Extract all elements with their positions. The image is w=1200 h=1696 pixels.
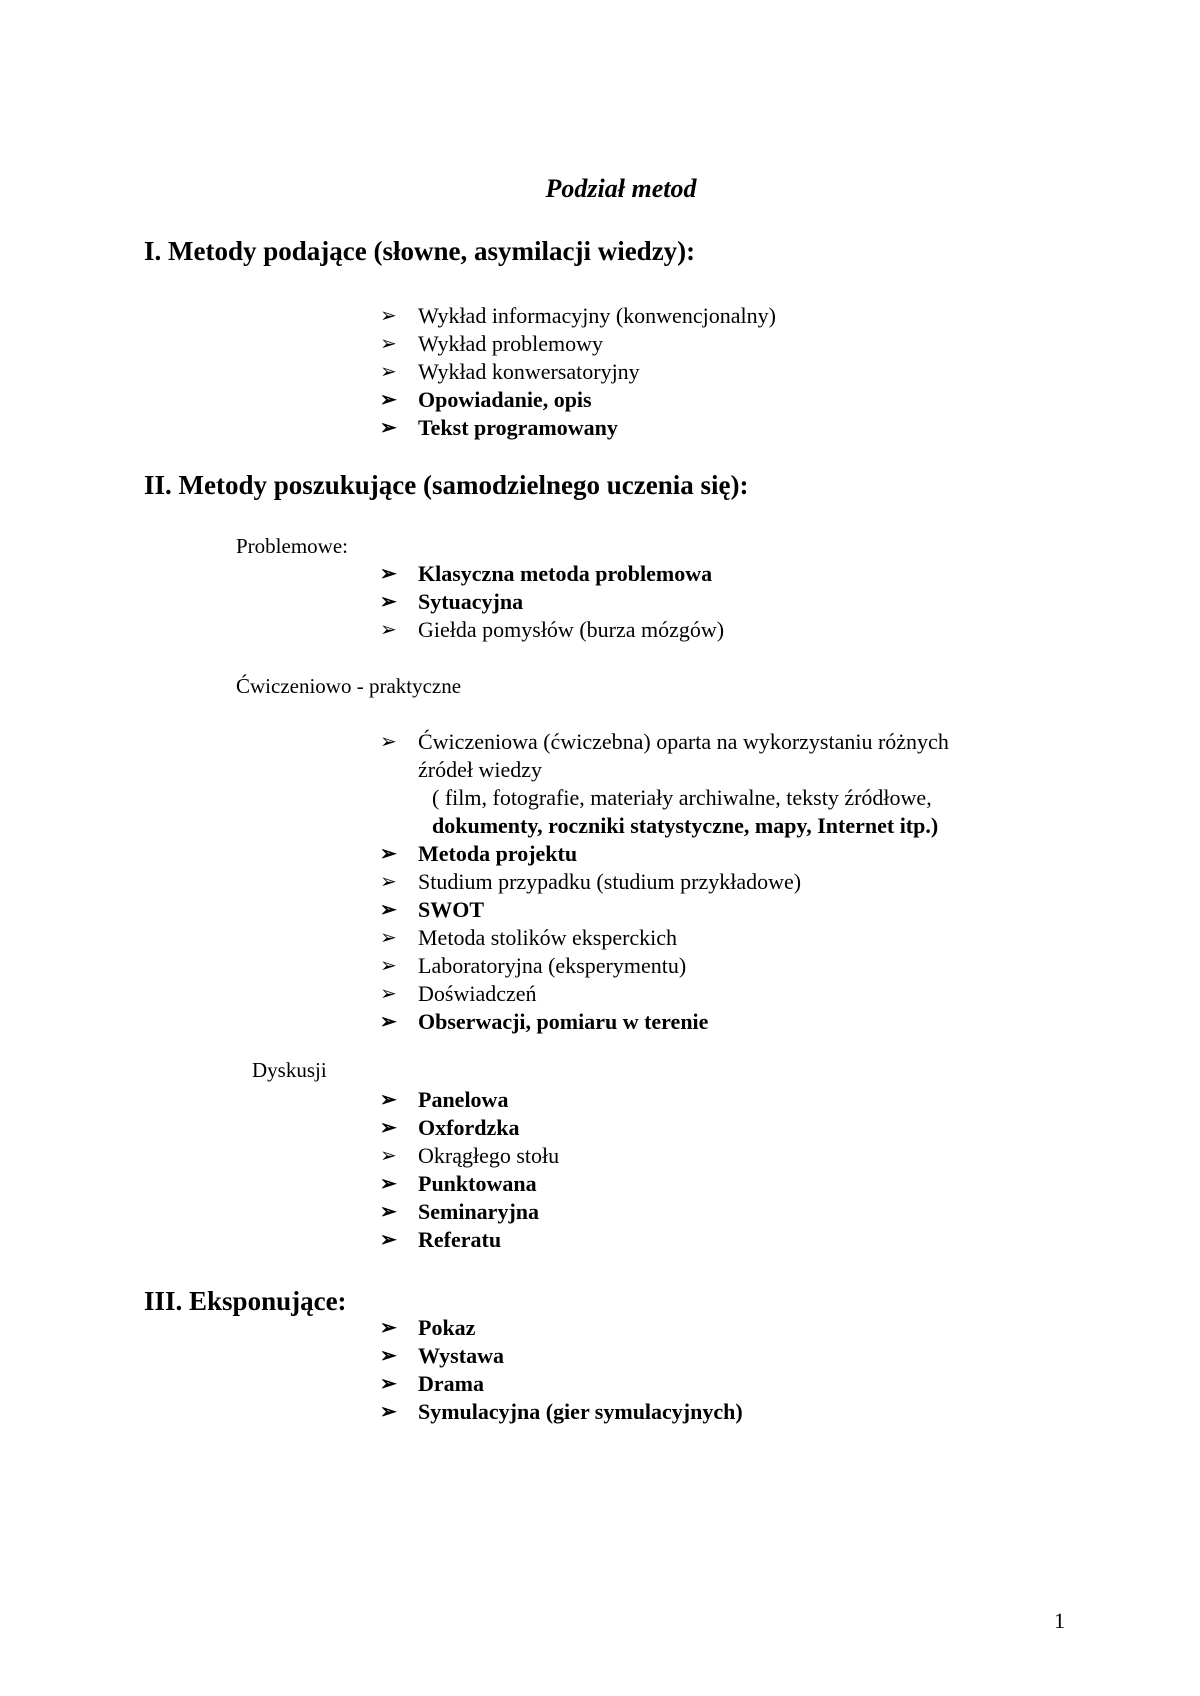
arrow-bullet-icon: ➢ [380,899,397,921]
arrow-bullet-icon: ➢ [380,563,397,585]
arrow-bullet-icon: ➢ [380,1373,397,1395]
list-item: ➢ Panelowa [380,1087,509,1112]
list-item: ➢ Referatu [380,1227,502,1252]
list-item: ➢ Tekst programowany [380,415,618,440]
arrow-bullet-icon: ➢ [380,619,397,641]
list-item: ➢ Punktowana [380,1171,537,1196]
arrow-bullet-icon: ➢ [380,361,397,383]
list-item: ➢ Wykład informacyjny (konwencjonalny) [380,303,776,328]
arrow-bullet-icon: ➢ [380,1173,397,1195]
arrow-bullet-icon: ➢ [380,1201,397,1223]
arrow-bullet-icon: ➢ [380,1011,397,1033]
cwiczeniowo-list [380,728,949,1036]
page-number: 1 [1054,1608,1065,1633]
list-item: ➢ Metoda stolików eksperckich [380,925,678,950]
arrow-bullet-icon: ➢ [380,871,397,893]
list-item: ➢ Opowiadanie, opis [380,387,592,412]
arrow-bullet-icon: ➢ [380,927,397,949]
section1-list [380,302,776,442]
list-item: ➢ Wykład problemowy [380,331,604,356]
list-item: ➢ Seminaryjna [380,1199,539,1224]
list-item: ➢ Pokaz [380,1315,476,1340]
section-heading-2: II. Metody poszukujące (samodzielnego uczenia się): [144,470,749,500]
list-item: ➢ Ćwiczeniowa (ćwiczebna) oparta na wykorzystaniu różnych źródeł wiedzy ( film, fotografie, materiały archiwalne, teksty źródłowe, dokumenty, roczniki statystyczne, mapy, Internet itp.) [380,729,949,838]
arrow-bullet-icon: ➢ [380,955,397,977]
arrow-bullet-icon: ➢ [380,389,397,411]
list-item: ➢ Sytuacyjna [380,589,524,614]
arrow-bullet-icon: ➢ [380,731,397,753]
arrow-bullet-icon: ➢ [380,843,397,865]
arrow-bullet-icon: ➢ [380,305,397,327]
list-item: ➢ Drama [380,1371,484,1396]
arrow-bullet-icon: ➢ [380,417,397,439]
list-item: ➢ Wystawa [380,1343,504,1368]
arrow-bullet-icon: ➢ [380,1229,397,1251]
arrow-bullet-icon: ➢ [380,1117,397,1139]
list-item: ➢ Studium przypadku (studium przykładowe) [380,869,802,894]
arrow-bullet-icon: ➢ [380,1345,397,1367]
arrow-bullet-icon: ➢ [380,333,397,355]
list-item: ➢ Wykład konwersatoryjny [380,359,640,384]
arrow-bullet-icon: ➢ [380,1401,397,1423]
subheading-problemowe: Problemowe: [236,534,348,558]
arrow-bullet-icon: ➢ [380,1089,397,1111]
list-item: ➢ Laboratoryjna (eksperymentu) [380,953,687,978]
arrow-bullet-icon: ➢ [380,1145,397,1167]
list-item: ➢ Okrągłego stołu [380,1143,560,1168]
list-item: ➢ Metoda projektu [380,841,578,866]
arrow-bullet-icon: ➢ [380,983,397,1005]
arrow-bullet-icon: ➢ [380,1317,397,1339]
list-item: ➢ SWOT [380,897,485,922]
subheading-dyskusji: Dyskusji [252,1058,327,1082]
page-title: Podział metod [545,174,697,203]
section-heading-1: I. Metody podające (słowne, asymilacji wiedzy): [144,236,696,266]
list-item: ➢ Giełda pomysłów (burza mózgów) [380,617,725,642]
problemowe-list [380,560,724,644]
list-item: ➢ Symulacyjna (gier symulacyjnych) [380,1399,743,1424]
list-item: ➢ Klasyczna metoda problemowa [380,561,713,586]
arrow-bullet-icon: ➢ [380,591,397,613]
section-heading-3: III. Eksponujące: [144,1286,347,1316]
list-item: ➢ Doświadczeń [380,981,537,1006]
list-item: ➢ Oxfordzka [380,1115,520,1140]
dyskusji-list [380,1086,559,1254]
subheading-cwiczeniowo: Ćwiczeniowo - praktyczne [236,674,462,698]
list-item: ➢ Obserwacji, pomiaru w terenie [380,1009,709,1034]
section3-list [380,1314,743,1426]
